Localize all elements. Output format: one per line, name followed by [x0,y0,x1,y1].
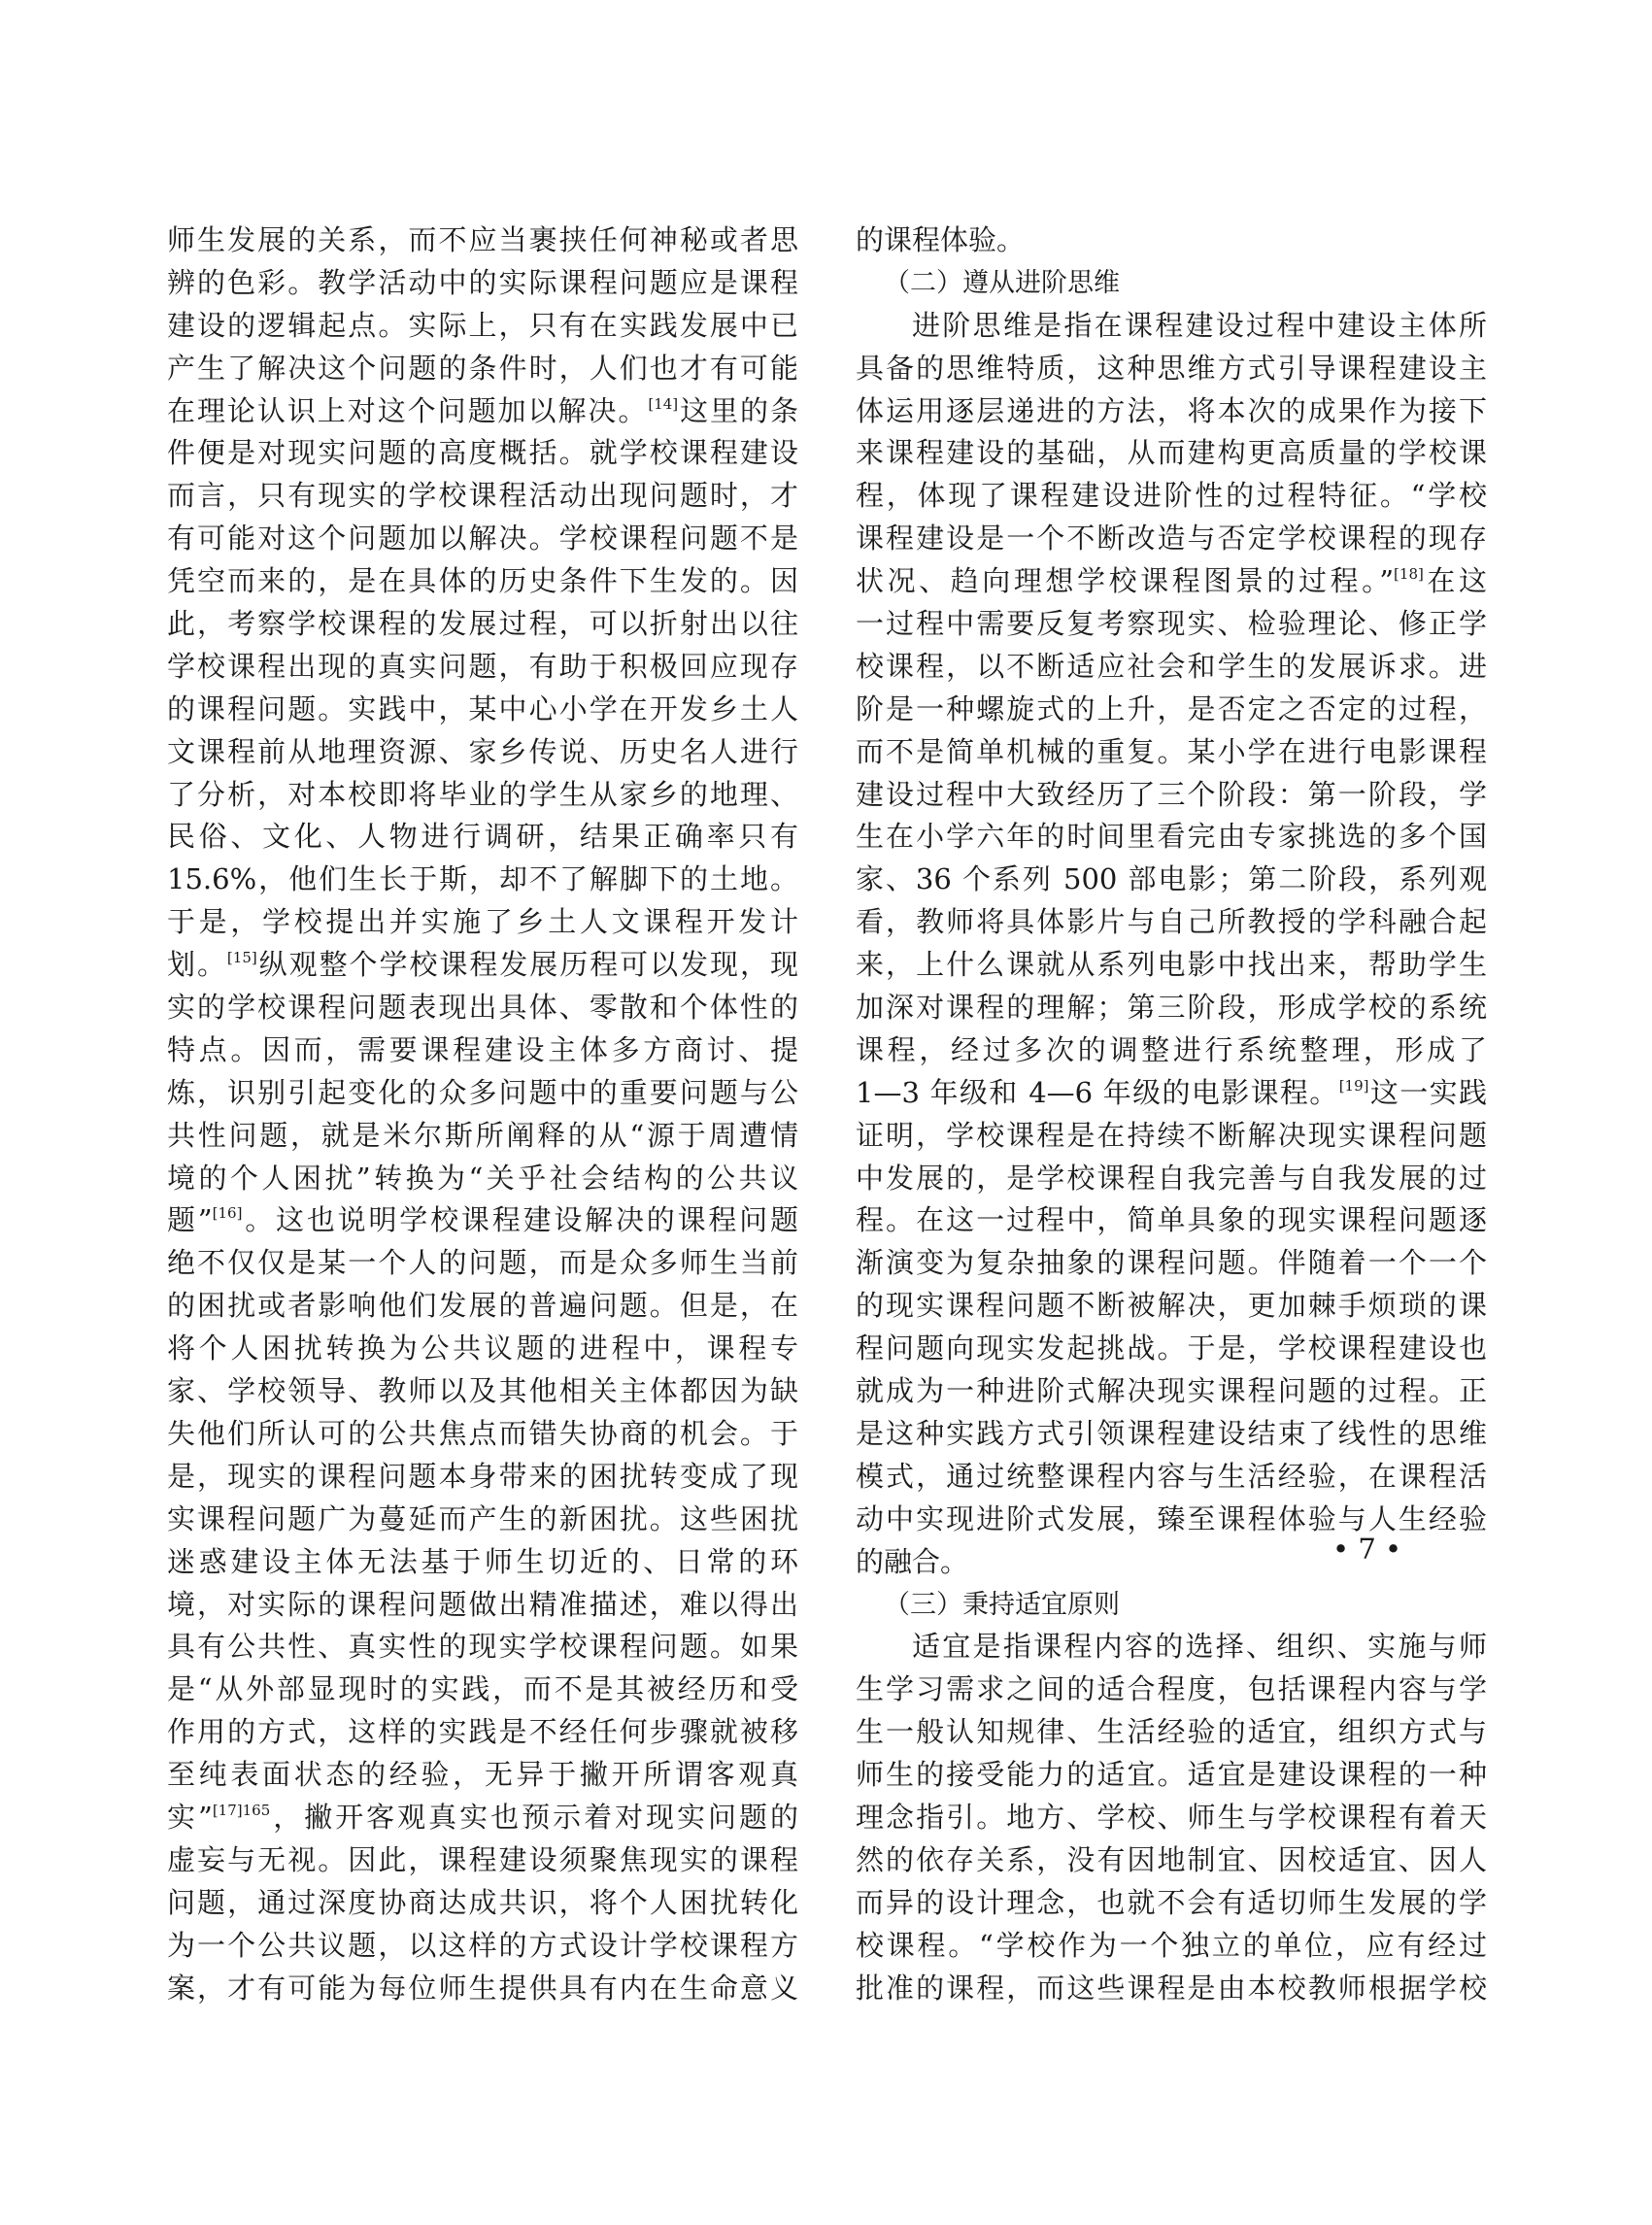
text-segment: 特点。因而，需要课程建设主体多方商讨、提 [167,1032,798,1066]
text-line [856,1199,1487,1242]
text-line [167,1328,798,1370]
text-line [856,901,1487,944]
text-line [167,603,798,646]
text-line [167,731,798,774]
text-segment: 学校课程出现的真实问题，有助于积极回应现存 [167,649,798,683]
text-segment: 作用的方式，这样的实践是不经任何步骤就被移 [167,1715,798,1749]
text-segment: 具有公共性、真实性的现实学校课程问题。如果 [167,1630,798,1664]
text-segment: 而言，只有现实的学校课程活动出现问题时，才 [167,479,798,513]
text-segment: 在理论认识上对这个问题加以解决。 [167,393,649,427]
text-line [856,432,1487,475]
text-line [167,944,798,987]
text-segment: 师生的接受能力的适宜。适宜是建设课程的一种 [856,1758,1487,1792]
text-segment: 这里的条 [678,393,798,427]
text-line [167,1242,798,1285]
text-line [167,1839,798,1882]
text-segment: 而不是简单机械的重复。某小学在进行电影课程 [856,734,1487,768]
text-segment: 15.6%，他们生长于斯，却不了解脚下的土地。 [167,862,798,896]
text-segment: 的课程问题。实践中，某中心小学在开发乡土人 [167,691,798,725]
text-segment: 于是，学校提出并实施了乡土人文课程开发计 [167,905,798,939]
text-line [167,901,798,944]
text-line [167,987,798,1029]
text-line [167,1072,798,1115]
text-line [167,1115,798,1158]
text-line [167,859,798,901]
text-segment: 生一般认知规律、生活经验的适宜，组织方式与 [856,1715,1487,1749]
text-line [167,560,798,603]
text-line [167,1499,798,1541]
right-column [856,219,1487,2009]
text-line [167,1370,798,1413]
text-line [856,1115,1487,1158]
text-line [167,1285,798,1328]
text-line [856,731,1487,774]
text-segment: 生在小学六年的时间里看完由专家挑选的多个国 [856,820,1487,854]
text-line [856,1029,1487,1072]
text-line [856,518,1487,560]
text-segment: 文课程前从地理资源、家乡传说、历史名人进行 [167,734,798,768]
text-line [856,1584,1487,1627]
text-line [856,1242,1487,1285]
text-line [856,774,1487,817]
text-segment: 凭空而来的，是在具体的历史条件下生发的。因 [167,564,798,598]
text-line [856,262,1487,305]
text-line [167,1541,798,1584]
text-line [856,1968,1487,2010]
text-segment: 动中实现进阶式发展，臻至课程体验与人生经验 [856,1501,1487,1535]
page-number: • 7 • [1332,1533,1402,1566]
text-segment: 炼，识别引起变化的众多问题中的重要问题与公 [167,1075,798,1109]
text-line [856,603,1487,646]
text-segment: 体运用逐层递进的方法，将本次的成果作为接下 [856,393,1487,427]
text-line [856,1413,1487,1456]
text-segment: 来，上什么课就从系列电影中找出来，帮助学生 [856,948,1487,982]
text-segment: 绝不仅仅是某一个人的问题，而是众多师生当前 [167,1246,798,1280]
text-segment: 程。在这一过程中，简单具象的现实课程问题逐 [856,1203,1487,1237]
text-line [856,944,1487,987]
text-line [167,348,798,390]
text-line [167,1413,798,1456]
text-segment: ，撇开客观真实也预示着对现实问题的 [270,1800,798,1834]
citation-superscript: [17]165 [212,1801,271,1819]
text-segment: 至纯表面状态的经验，无异于撇开所谓客观真 [167,1758,798,1792]
text-segment: 来课程建设的基础，从而建构更高质量的学校课 [856,436,1487,470]
text-segment: 证明，学校课程是在持续不断解决现实课程问题 [856,1118,1487,1152]
text-line [167,1882,798,1925]
text-segment: 就成为一种进阶式解决现实课程问题的过程。正 [856,1374,1487,1408]
text-segment: 为一个公共议题，以这样的方式设计学校课程方 [167,1928,798,1962]
text-segment: 校课程。“学校作为一个独立的单位，应有经过 [856,1928,1487,1962]
text-segment: 师生发展的关系，而不应当裹挟任何神秘或者思 [167,223,798,256]
text-line [856,646,1487,689]
text-segment: 建设过程中大致经历了三个阶段：第一阶段，学 [856,777,1487,811]
text-segment: 实” [167,1800,213,1834]
text-segment: 在这 [1423,564,1487,598]
text-segment: 家、36 个系列 500 部电影；第二阶段，系列观 [856,862,1487,896]
text-segment: （二）遵从进阶思维 [884,267,1120,298]
text-segment: 的融合。 [856,1544,969,1578]
text-segment: 1—3 年级和 4—6 年级的电影课程。 [856,1075,1339,1109]
text-segment: 一过程中需要反复考察现实、检验理论、修正学 [856,607,1487,641]
text-line [856,1669,1487,1711]
text-segment: 课程，经过多次的调整进行系统整理，形成了 [856,1032,1487,1066]
text-segment: 建设的逻辑起点。实际上，只有在实践发展中已 [167,308,798,342]
text-segment: 模式，通过统整课程内容与生活经验，在课程活 [856,1459,1487,1493]
text-line [167,1456,798,1499]
text-line [856,1285,1487,1328]
text-line [856,1839,1487,1882]
text-line [856,1328,1487,1370]
text-segment: 境，对实际的课程问题做出精准描述，难以得出 [167,1587,798,1621]
text-segment: 的困扰或者影响他们发展的普遍问题。但是，在 [167,1289,798,1323]
text-segment: 具备的思维特质，这种思维方式引导课程建设主 [856,351,1487,385]
text-segment: 辨的色彩。教学活动中的实际课程问题应是课程 [167,265,798,299]
text-line [856,560,1487,603]
text-line [167,219,798,262]
text-segment: 的现实课程问题不断被解决，更加棘手烦琐的课 [856,1289,1487,1323]
text-line [167,1797,798,1839]
text-line [167,689,798,731]
text-segment: 看，教师将具体影片与自己所教授的学科融合起 [856,905,1487,939]
text-segment: 实课程问题广为蔓延而产生的新困扰。这些困扰 [167,1501,798,1535]
text-line [167,1754,798,1797]
text-segment: 中发展的，是学校课程自我完善与自我发展的过 [856,1161,1487,1195]
text-segment: 了分析，对本校即将毕业的学生从家乡的地理、 [167,777,798,811]
text-segment: 此，考察学校课程的发展过程，可以折射出以往 [167,607,798,641]
text-line [856,1882,1487,1925]
text-line [167,1158,798,1200]
text-line [856,1456,1487,1499]
text-segment: 题” [167,1203,213,1237]
text-line [856,1925,1487,1968]
text-line [167,475,798,518]
text-line [856,1797,1487,1839]
text-line [856,1754,1487,1797]
text-segment: 这一实践 [1368,1075,1487,1109]
text-line [167,1925,798,1968]
text-line [856,390,1487,433]
text-line [167,1029,798,1072]
text-segment: 渐演变为复杂抽象的课程问题。伴随着一个一个 [856,1246,1487,1280]
text-segment: 理念指引。地方、学校、师生与学校课程有着天 [856,1800,1487,1834]
text-segment: 阶是一种螺旋式的上升，是否定之否定的过程， [856,691,1487,725]
text-segment: 民俗、文化、人物进行调研，结果正确率只有 [167,820,798,854]
text-segment: 虚妄与无视。因此，课程建设须聚焦现实的课程 [167,1842,798,1876]
text-segment: 共性问题，就是米尔斯所阐释的从“源于周遭情 [167,1118,798,1152]
text-line [856,816,1487,859]
text-line [856,859,1487,901]
text-segment: 而异的设计理念，也就不会有适切师生发展的学 [856,1885,1487,1919]
text-line [856,1626,1487,1669]
text-line [856,1158,1487,1200]
text-segment: 境的个人困扰”转换为“关乎社会结构的公共议 [167,1161,798,1195]
text-line [167,432,798,475]
text-line [167,774,798,817]
text-segment: 纵观整个学校课程发展历程可以发现，现 [256,948,798,982]
text-segment: 然的依存关系，没有因地制宜、因校适宜、因人 [856,1842,1487,1876]
text-line [856,1711,1487,1754]
text-segment: 问题，通过深度协商达成共识，将个人困扰转化 [167,1885,798,1919]
text-line [167,1968,798,2010]
text-segment: 生学习需求之间的适合程度，包括课程内容与学 [856,1672,1487,1706]
text-segment: 适宜是指课程内容的选择、组织、实施与师 [912,1630,1487,1664]
text-line [167,262,798,305]
left-column [167,219,798,2009]
text-line [856,1072,1487,1115]
text-segment: 状况、趋向理想学校课程图景的过程。” [856,564,1395,598]
text-segment: 家、学校领导、教师以及其他相关主体都因为缺 [167,1374,798,1408]
text-line [856,348,1487,390]
text-segment: 。这也说明学校课程建设解决的课程问题 [242,1203,798,1237]
text-segment: 进阶思维是指在课程建设过程中建设主体所 [912,308,1487,342]
text-line [167,1669,798,1711]
text-segment: 实的学校课程问题表现出具体、零散和个体性的 [167,991,798,1025]
text-segment: 加深对课程的理解；第三阶段，形成学校的系统 [856,991,1487,1025]
text-line [167,646,798,689]
text-line [856,305,1487,348]
text-line [856,987,1487,1029]
text-segment: 产生了解决这个问题的条件时，人们也才有可能 [167,351,798,385]
text-line [167,518,798,560]
citation-superscript: [18] [1394,565,1424,584]
text-line [856,219,1487,262]
text-line [167,1626,798,1669]
text-line [167,816,798,859]
text-segment: 程，体现了课程建设进阶性的过程特征。“学校 [856,479,1487,513]
text-segment: 迷惑建设主体无法基于师生切近的、日常的环 [167,1544,798,1578]
text-segment: 划。 [167,948,227,982]
text-segment: 课程建设是一个不断改造与否定学校课程的现存 [856,522,1487,556]
text-segment: 是“从外部显现时的实践，而不是其被经历和受 [167,1672,798,1706]
citation-superscript: [15] [226,949,257,967]
citation-superscript: [19] [1338,1076,1369,1095]
text-segment: 失他们所认可的公共焦点而错失协商的机会。于 [167,1416,798,1450]
citation-superscript: [14] [648,394,679,413]
text-line [856,689,1487,731]
text-segment: 案，才有可能为每位师生提供具有内在生命意义 [167,1971,798,2005]
text-segment: 将个人困扰转换为公共议题的进程中，课程专 [167,1332,798,1365]
text-segment: 是这种实践方式引领课程建设结束了线性的思维 [856,1416,1487,1450]
text-segment: 有可能对这个问题加以解决。学校课程问题不是 [167,522,798,556]
text-line [167,390,798,433]
text-line [167,1711,798,1754]
citation-superscript: [16] [212,1204,243,1223]
text-line [167,1199,798,1242]
text-line [167,305,798,348]
text-segment: 校课程，以不断适应社会和学生的发展诉求。进 [856,649,1487,683]
text-segment: 批准的课程，而这些课程是由本校教师根据学校 [856,1971,1487,2005]
text-line [856,475,1487,518]
text-segment: 件便是对现实问题的高度概括。就学校课程建设 [167,436,798,470]
text-segment: 的课程体验。 [856,223,1026,256]
text-segment: 程问题向现实发起挑战。于是，学校课程建设也 [856,1332,1487,1365]
text-segment: 是，现实的课程问题本身带来的困扰转变成了现 [167,1459,798,1493]
text-line [167,1584,798,1627]
text-line [856,1370,1487,1413]
text-segment: （三）秉持适宜原则 [884,1589,1120,1620]
